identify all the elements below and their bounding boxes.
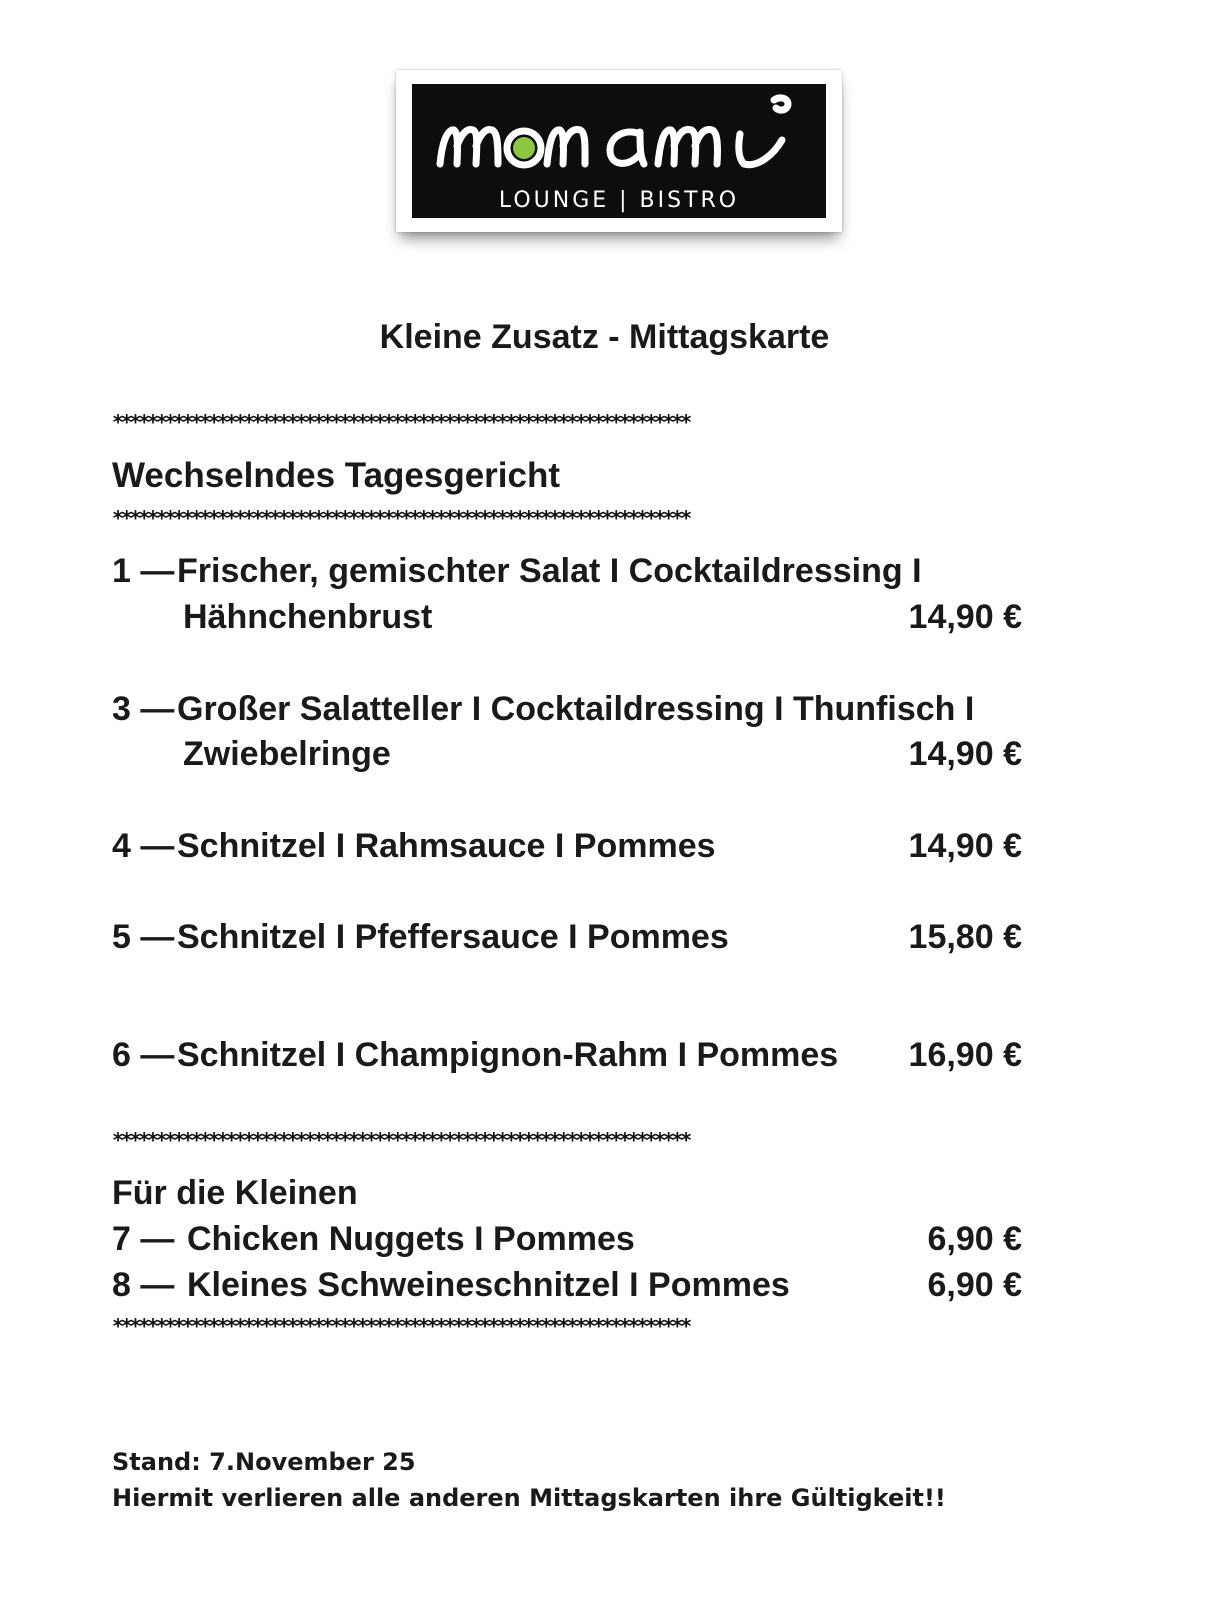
item-price: 16,90 €	[908, 1036, 1022, 1074]
separator: ******************************************************************	[112, 1316, 689, 1336]
item-number: 8 —	[112, 1266, 175, 1304]
item-price: 14,90 €	[908, 827, 1022, 865]
section-heading-daily: Wechselndes Tagesgericht	[112, 456, 561, 495]
logo-graphic	[412, 84, 826, 218]
logo-subtitle: LOUNGE | BISTRO	[498, 188, 740, 213]
item-description: Kleines Schweineschnitzel I Pommes	[187, 1266, 790, 1304]
item-number: 7 —	[112, 1220, 175, 1258]
separator: ******************************************************************	[112, 1130, 689, 1150]
logo	[412, 84, 826, 218]
menu-item-3	[112, 690, 974, 729]
menu-item-6	[112, 1036, 838, 1075]
menu-item-7	[112, 1220, 635, 1259]
item-description: Schnitzel I Rahmsauce I Pommes	[177, 827, 716, 865]
item-number: 6 —	[112, 1036, 175, 1074]
item-price: 14,90 €	[908, 598, 1022, 636]
item-description: Chicken Nuggets I Pommes	[187, 1220, 635, 1258]
item-number: 4 —	[112, 827, 175, 865]
item-number: 5 —	[112, 918, 175, 956]
item-price: 14,90 €	[908, 735, 1022, 773]
logo-dot	[513, 137, 535, 159]
item-description: Frischer, gemischter Salat I Cocktaildressing I	[177, 552, 922, 590]
footer-notice: Hiermit verlieren alle anderen Mittagskarten ihre Gültigkeit!!	[112, 1484, 946, 1512]
item-number: 3 —	[112, 690, 175, 728]
item-description: Schnitzel I Champignon-Rahm I Pommes	[177, 1036, 839, 1074]
menu-item-5	[112, 918, 729, 957]
separator: ******************************************************************	[112, 508, 689, 528]
logo-frame	[396, 70, 842, 232]
menu-item-4	[112, 827, 716, 866]
section-heading-kids: Für die Kleinen	[112, 1174, 358, 1212]
menu-item-8	[112, 1266, 790, 1305]
item-description: Schnitzel I Pfeffersauce I Pommes	[177, 918, 729, 956]
item-description-cont: Zwiebelringe	[183, 735, 391, 773]
separator: ******************************************************************	[112, 412, 689, 432]
item-number: 1 —	[112, 552, 175, 590]
page-title: Kleine Zusatz - Mittagskarte	[379, 318, 830, 356]
item-price: 15,80 €	[908, 918, 1022, 956]
menu-item-1	[112, 552, 922, 591]
item-description: Großer Salatteller I Cocktaildressing I Thunfisch I	[177, 690, 975, 728]
item-price: 6,90 €	[927, 1266, 1022, 1304]
footer-stand: Stand: 7.November 25	[112, 1448, 416, 1476]
item-description-cont: Hähnchenbrust	[183, 598, 433, 636]
item-price: 6,90 €	[927, 1220, 1022, 1258]
